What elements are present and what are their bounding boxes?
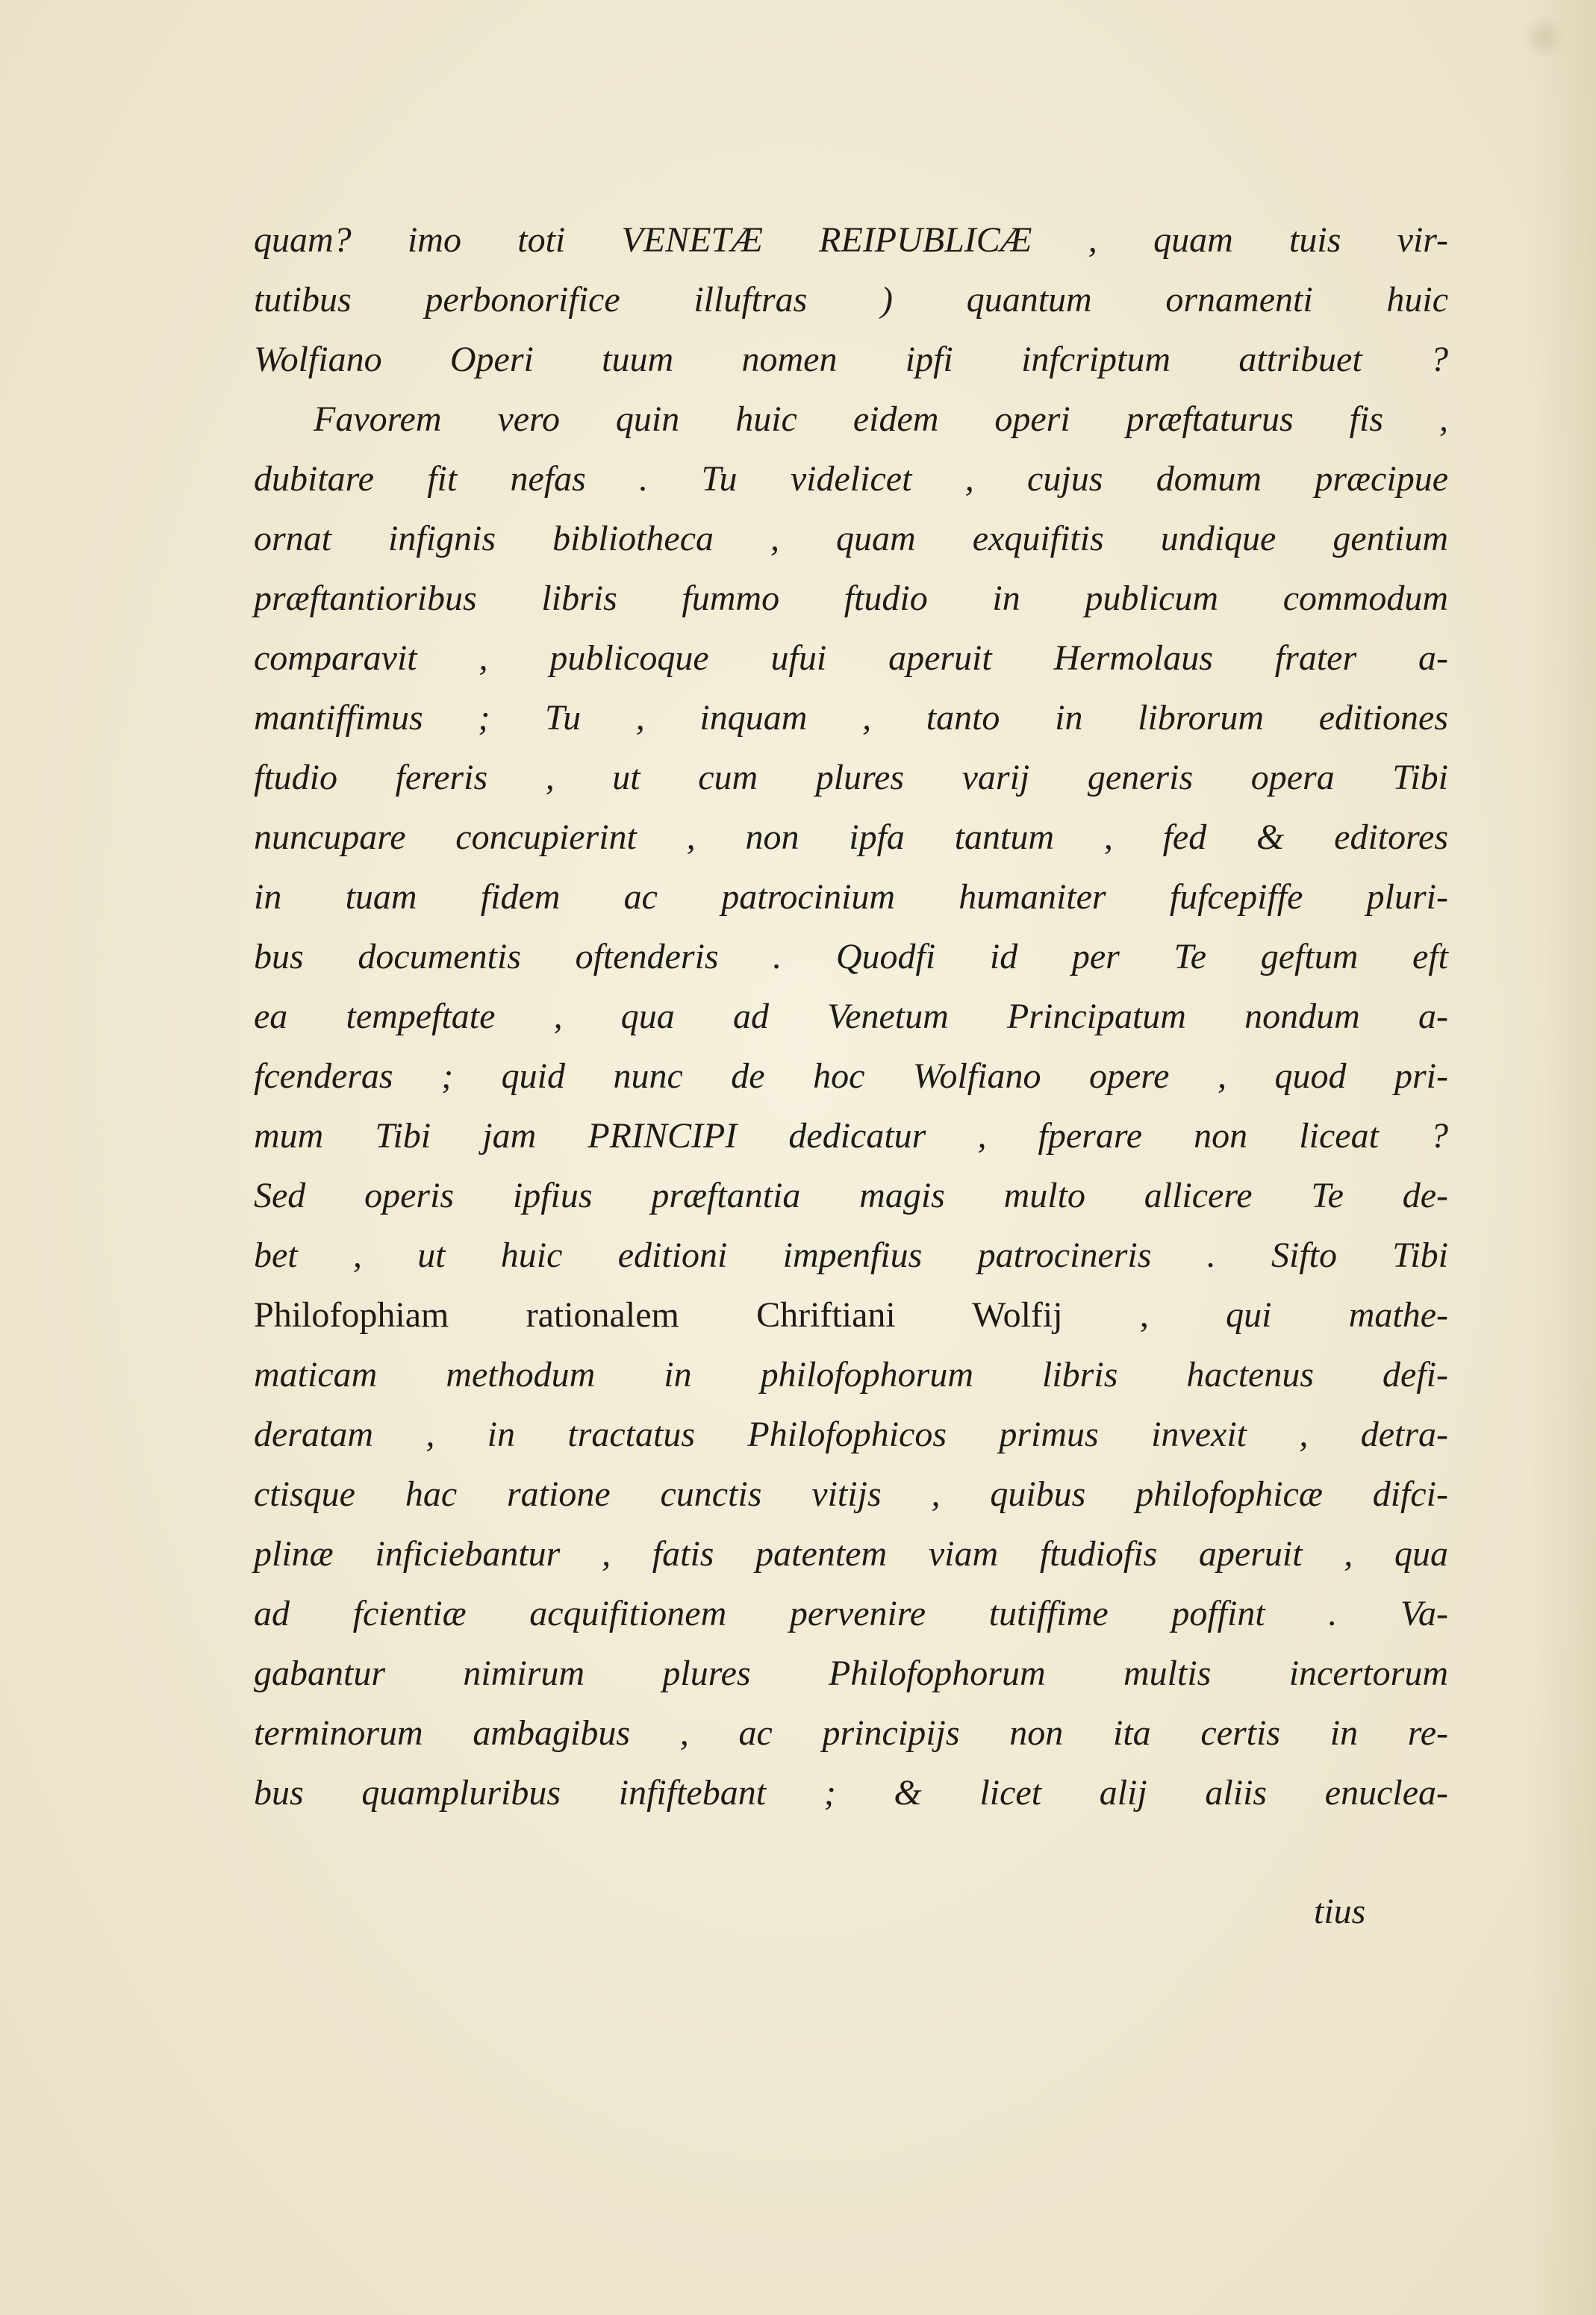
text-line-17: Sed operis ipfius præftantia magis multo allicere Te de- (254, 1176, 1448, 1215)
text-line-9: mantiffimus ; Tu , inquam , tanto in librorum editiones (254, 698, 1448, 738)
text-line-1: quam? imo toti VENETÆ REIPUBLICÆ , quam tuis vir- (254, 220, 1448, 260)
text-line-25: gabantur nimirum plures Philofophorum multis incertorum (254, 1654, 1448, 1693)
text-line-8: comparavit , publicoque ufui aperuit Hermolaus frater a- (254, 638, 1448, 678)
text-line-5: dubitare fit nefas . Tu videlicet , cujus domum præcipue (254, 459, 1448, 499)
text-line-21: deratam , in tractatus Philofophicos primus invexit , detra- (254, 1415, 1448, 1454)
text-line-3: Wolfiano Operi tuum nomen ipfi infcriptum attribuet ? (254, 340, 1448, 379)
text-line-12: in tuam fidem ac patrocinium humaniter fufcepiffe pluri- (254, 877, 1448, 917)
text-line-16: mum Tibi jam PRINCIPI dedicatur , fperare non liceat ? (254, 1116, 1448, 1156)
text-line-4: Favorem vero quin huic eidem operi præftaturus fis , (314, 399, 1448, 439)
text-line-24: ad fcientiæ acquifitionem pervenire tutiffime poffint . Va- (254, 1594, 1448, 1633)
text-line-19-italic: qui mathe- (1226, 1295, 1448, 1335)
text-line-19-roman: Philofophiam rationalem Chriftiani Wolfij , (254, 1295, 1149, 1335)
text-line-7: præftantioribus libris fummo ftudio in publicum commodum (254, 579, 1448, 618)
page-stain (1521, 15, 1566, 60)
text-line-15: fcenderas ; quid nunc de hoc Wolfiano opere , quod pri- (254, 1056, 1448, 1096)
text-line-20: maticam methodum in philofophorum libris hactenus defi- (254, 1355, 1448, 1395)
text-line-11: nuncupare concupierint , non ipfa tantum , fed & editores (254, 817, 1448, 857)
text-line-23: plinæ inficiebantur , fatis patentem viam ftudiofis aperuit , qua (254, 1534, 1448, 1574)
text-line-22: ctisque hac ratione cunctis vitijs , quibus philofophicæ difci- (254, 1474, 1448, 1514)
catchword: tius (1314, 1892, 1366, 1931)
text-line-26: terminorum ambagibus , ac principijs non ita certis in re- (254, 1713, 1448, 1753)
page-edge-shadow (1529, 0, 1596, 2315)
text-line-19 (254, 1286, 1448, 1345)
text-line-2: tutibus perbonorifice illuftras ) quantum ornamenti huic (254, 280, 1448, 320)
text-line-14: ea tempeftate , qua ad Venetum Principatum nondum a- (254, 997, 1448, 1036)
text-line-27: bus quampluribus infiftebant ; & licet alij aliis enuclea- (254, 1773, 1448, 1813)
text-line-6: ornat infignis bibliotheca , quam exquifitis undique gentium (254, 519, 1448, 558)
text-line-13: bus documentis oftenderis . Quodfi id per Te geftum eft (254, 937, 1448, 976)
text-line-18: bet , ut huic editioni impenfius patrocineris . Sifto Tibi (254, 1236, 1448, 1275)
text-line-10: ftudio fereris , ut cum plures varij generis opera Tibi (254, 758, 1448, 797)
